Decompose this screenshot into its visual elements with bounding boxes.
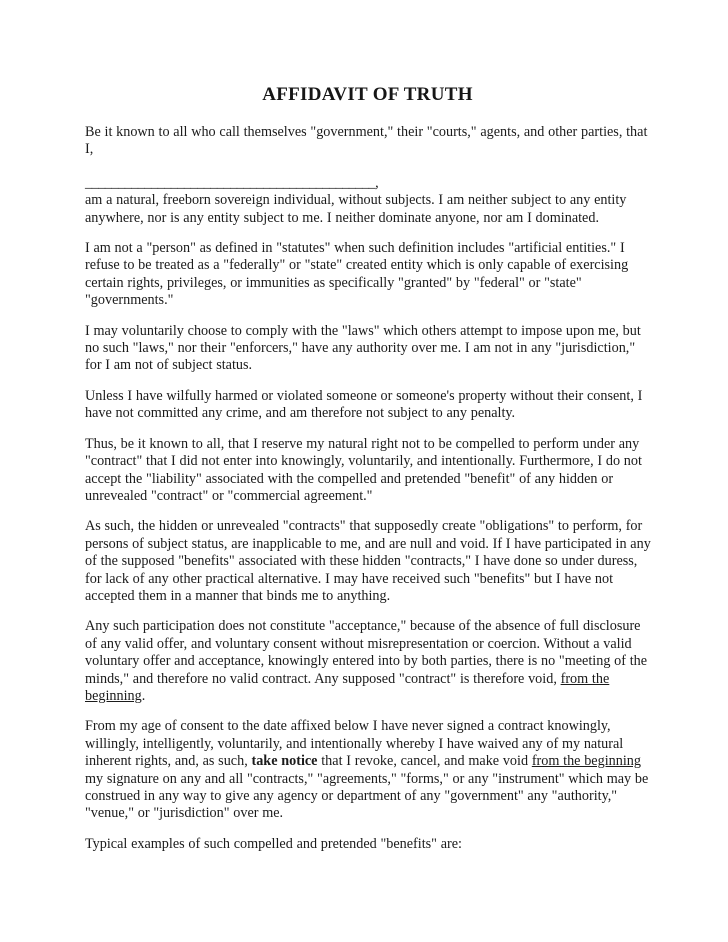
text-segment: As such, the hidden or unrevealed "contracts" that supposedly create "obligations" to perform, for persons of subject status, are inapplicable to me, and are null and void. If I have participated in any of the supposed "benefits" associated with these hidden "contracts," I have done so under duress, for lack of any other practical alternative. I may have received such "benefits" but I have not accepted them in a manner that binds me to anything.: [85, 518, 651, 604]
paragraph: [85, 323, 651, 375]
text-segment: take notice: [251, 753, 318, 770]
paragraph: [85, 240, 651, 310]
text-segment: Typical examples of such compelled and pretended "benefits" are:: [85, 835, 462, 852]
paragraph: [85, 388, 651, 423]
paragraph: [85, 124, 651, 159]
text-segment: my signature on any and all "contracts," "agreements," "forms," or any "instrument" which may be construed in any way to give any agency or department of any "government" any "authority," "venue," or "jurisdiction" over me.: [85, 770, 649, 822]
paragraph: [85, 175, 651, 192]
text-segment: Unless I have wilfully harmed or violated someone or someone's property without their consent, I have not committed any crime, and am therefore not subject to any penalty.: [85, 387, 643, 422]
text-segment: that I revoke, cancel, and make void: [317, 753, 532, 770]
text-segment: .: [141, 687, 146, 704]
text-segment: Be it known to all who call themselves "government," their "courts," agents, and other parties, that I,: [85, 124, 648, 158]
text-segment: I may voluntarily choose to comply with the "laws" which others attempt to impose upon me, but no such "laws," nor their "enforcers," have any authority over me. I am not in any "jurisdiction," for I am not of subject status.: [85, 322, 641, 374]
text-segment: from the beginning: [531, 753, 641, 770]
text-segment: From my age of consent to the date affixed below I have never signed a contract knowingly, willingly, intelligently, voluntarily, and intentionally whereby I have waived any of my natural inherent rights, and, as such,: [85, 718, 624, 770]
paragraph: [85, 718, 651, 822]
paragraph: [85, 618, 651, 705]
paragraph: [85, 836, 651, 853]
text-segment: ____________________________________________,: [85, 174, 379, 191]
paragraph: [85, 436, 651, 506]
text-segment: Thus, be it known to all, that I reserve my natural right not to be compelled to perform under any "contract" that I did not enter into knowingly, voluntarily, and intentionally. Furthermore, I do not accept the "liability" associated with the compelled and pretended "benefit" of any hidden or unrevealed "contract" or "commercial agreement.": [85, 435, 642, 504]
paragraph: [85, 518, 651, 605]
text-segment: from the beginning: [85, 670, 610, 704]
text-segment: am a natural, freeborn sovereign individual, without subjects. I am neither subject to any entity anywhere, nor is any entity subject to me. I neither dominate anyone, nor am I dominated.: [85, 192, 627, 226]
text-segment: Any such participation does not constitute "acceptance," because of the absence of full disclosure of any valid offer, and voluntary consent without misrepresentation or coercion. Without a valid voluntary offer and acceptance, knowingly entered into by both parties, there is no "meeting of the minds," and therefore no valid contract. Any supposed "contract" is therefore void,: [85, 618, 648, 687]
document-title: AFFIDAVIT OF TRUTH: [262, 84, 473, 105]
text-segment: I am not a "person" as defined in "statutes" when such definition includes "artificial entities." I refuse to be treated as a "federally" or "state" created entity which is only capable of exercising certain rights, privileges, or immunities as specifically "granted" by "federal" or "state" "governments.": [85, 240, 629, 309]
document-body: [85, 124, 651, 853]
paragraph: [85, 192, 651, 227]
